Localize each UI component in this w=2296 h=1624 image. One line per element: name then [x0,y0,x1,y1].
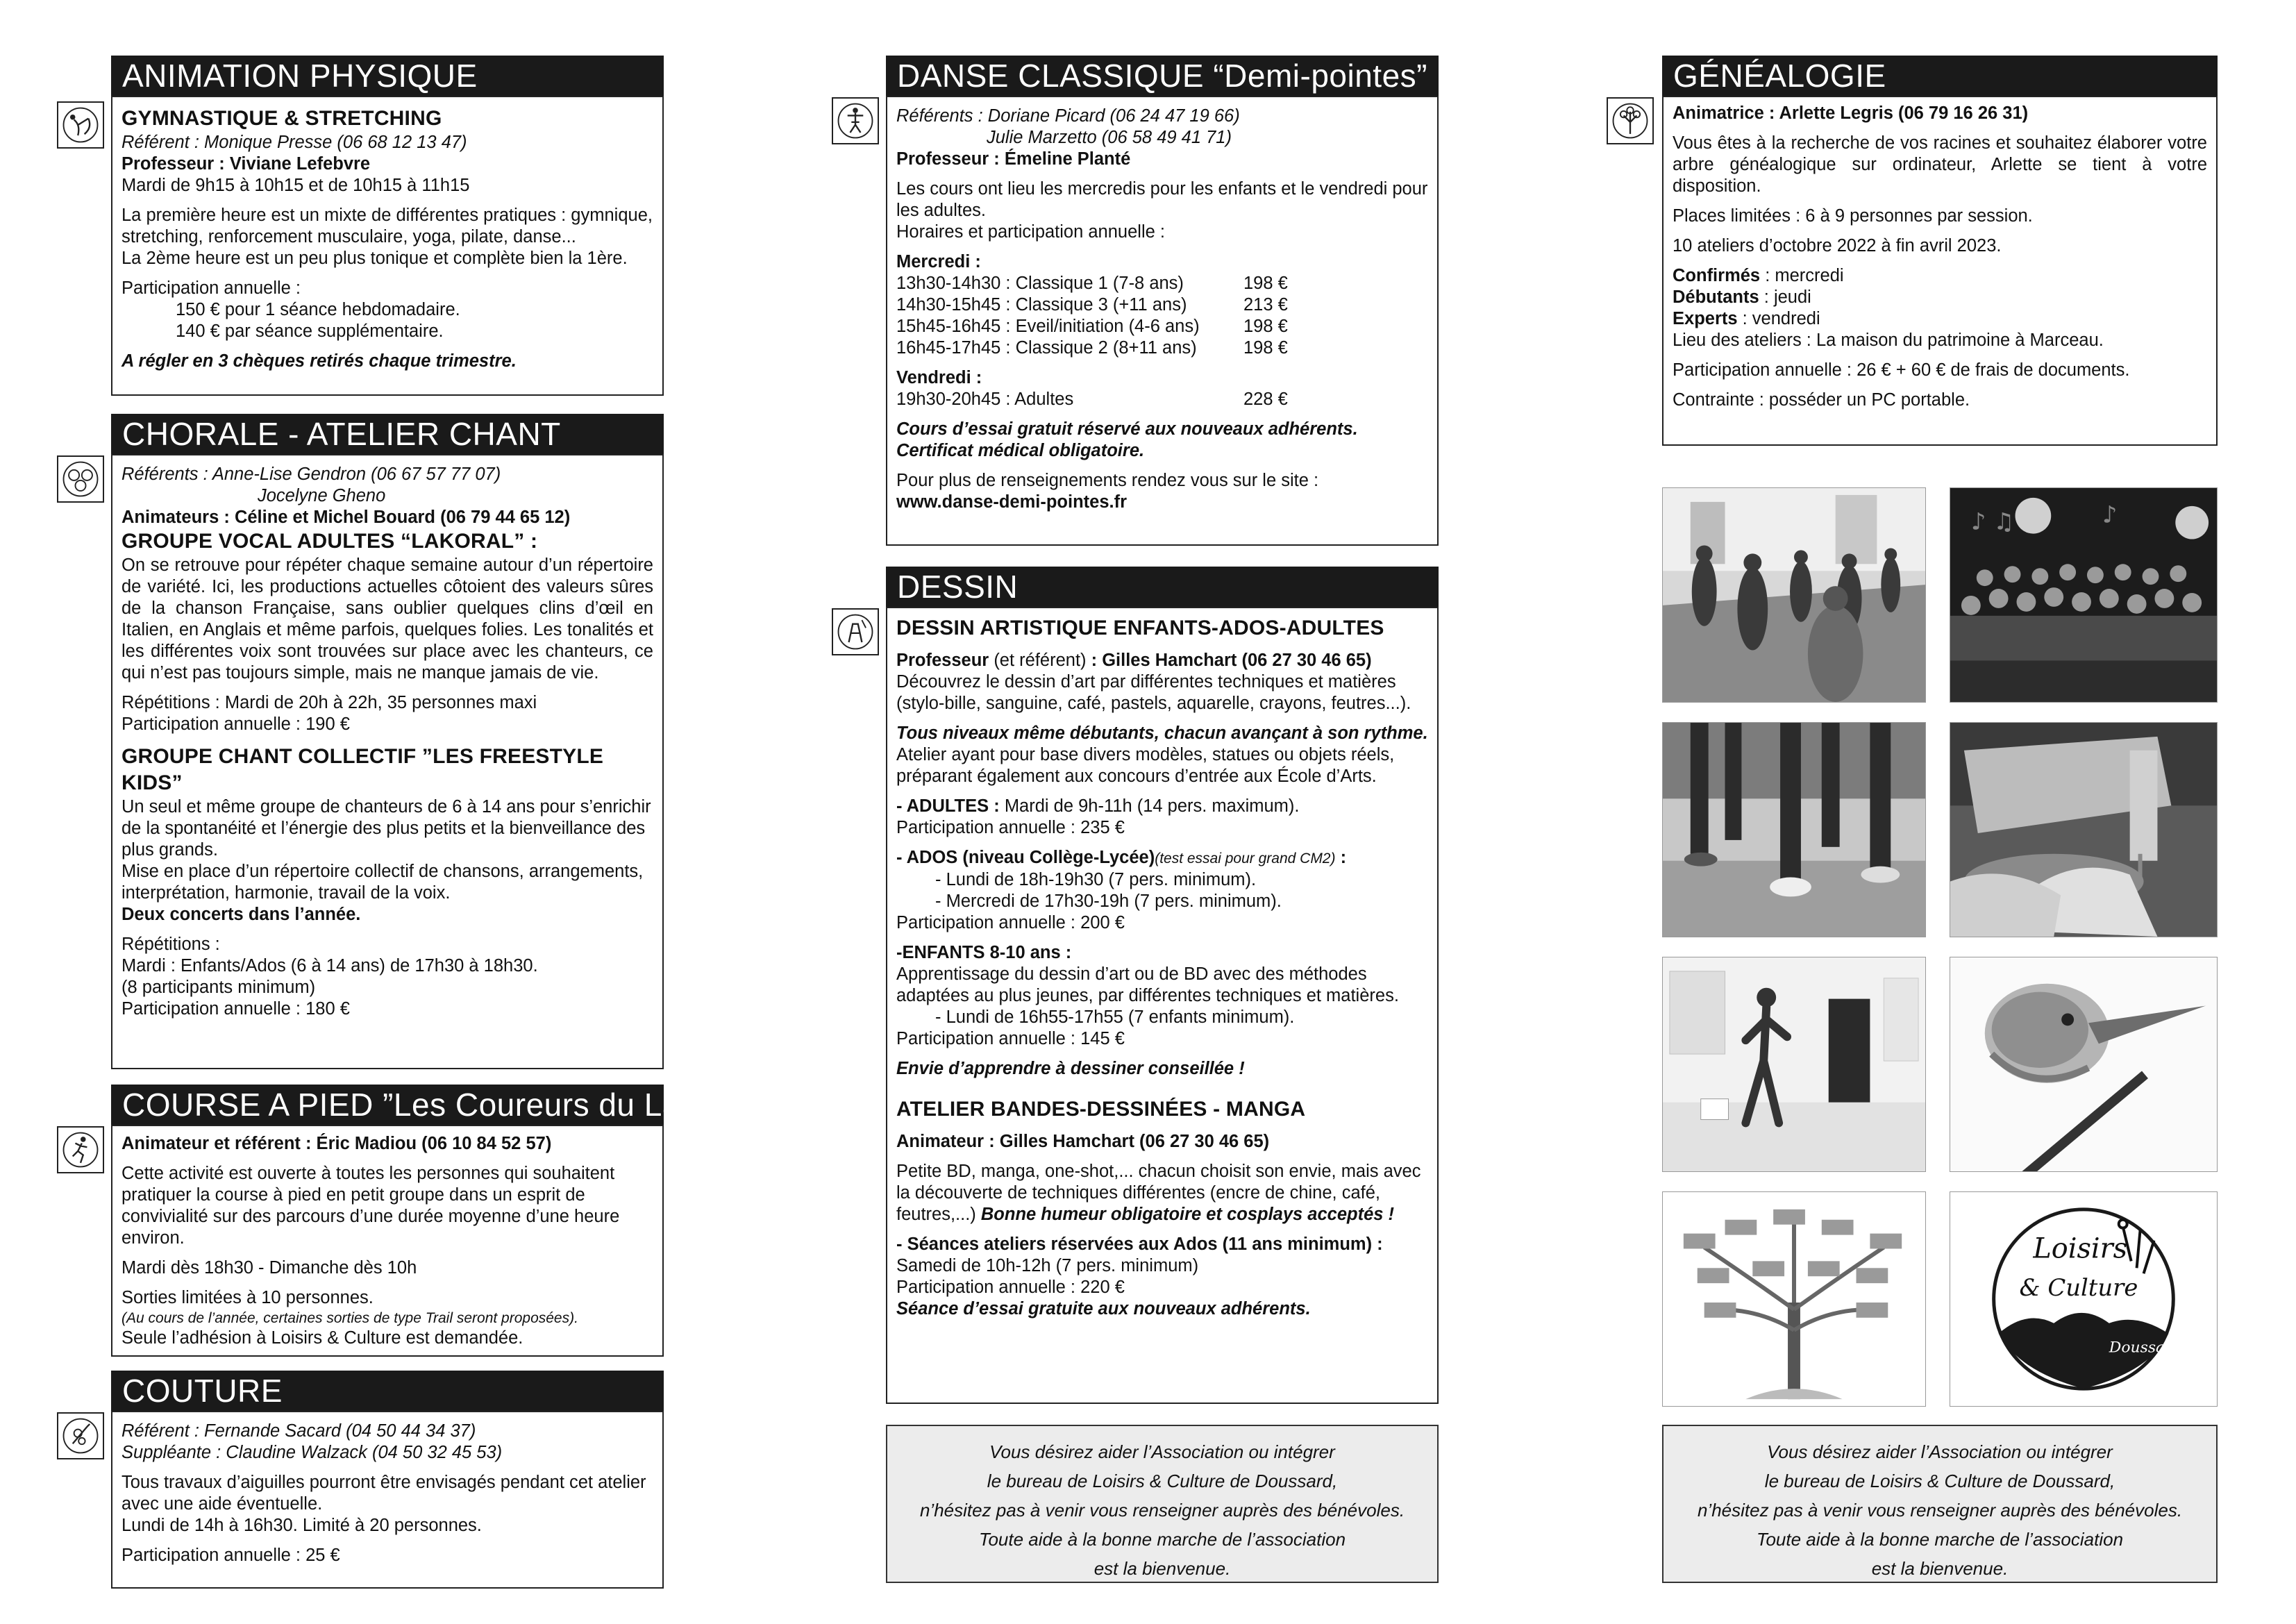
chorale-groupe2-min: (8 participants minimum) [121,978,316,997]
section-header-dessin: DESSIN [886,567,1439,607]
dessin-enfants1: - Lundi de 16h55-17h55 (7 enfants minimum). [935,1007,1295,1027]
animation-tarif1: 150 € pour 1 séance hebdomadaire. [176,300,460,319]
dessin-desc2: Atelier ayant pour base divers modèles, statues ou objets réels, préparant également aux concours d’entrée aux École d’Arts. [896,745,1395,786]
dessin-adultes-part: Participation annuelle : 235 € [896,818,1125,837]
dessin-bd-title: ATELIER BANDES-DESSINÉES - MANGA [896,1098,1306,1121]
chorale-groupe2-desc2: Mise en place d’un répertoire collectif de chansons, arrangements, interprétation, harmonie, travail de la voix. [121,862,644,903]
callout-line1: Vous désirez aider l’Association ou intégrer [989,1441,1335,1462]
danse-vendredi-label: Vendredi : [896,368,982,387]
animation-desc1: La première heure est un mixte de différentes pratiques : gymnique, stretching, renforcement musculaire, yoga, pilate, danse... [121,206,653,246]
animation-referent: Référent : Monique Presse (06 68 12 13 47) [121,133,467,152]
dessin-adultes-label: - ADULTES : [896,796,1000,816]
chorale-groupe2-title: GROUPE CHANT COLLECTIF ”LES FREESTYLE KIDS” [121,745,604,794]
danse-slot: 16h45-17h45 : Classique 2 (8+11 ans) [896,338,1197,358]
photo-choir-concert [1950,487,2218,703]
danse-price: 228 € [1243,390,1288,409]
genealogie-confirmes-label: Confirmés [1673,266,1761,285]
chorale-referents: Référents : Anne-Lise Gendron (06 67 57 77 07) [121,464,501,484]
danse-referents: Référents : Doriane Picard (06 24 47 19 66) [896,106,1240,126]
callout-line5: est la bienvenue. [1093,1558,1231,1579]
callout-right-line5: est la bienvenue. [1871,1558,2009,1579]
genealogie-desc: Vous êtes à la recherche de vos racines et souhaitez élaborer votre arbre généalogique sur ordinateur, Arlette se tient à votre disposition. [1673,133,2207,196]
logo-text-culture: & Culture [2019,1274,2138,1302]
animation-participation-label: Participation annuelle : [121,278,301,298]
couture-suppleante: Suppléante : Claudine Walzack (04 50 32 45 53) [121,1443,503,1462]
couture-horaires: Lundi de 14h à 16h30. Limité à 20 personnes. [121,1516,482,1535]
dessin-bd-humeur: Bonne humeur obligatoire et cosplays acceptés ! [975,1205,1395,1224]
dessin-ados-colon: : [1335,848,1347,867]
section-header-chorale: CHORALE - ATELIER CHANT [111,414,664,454]
course-sorties: Sorties limitées à 10 personnes. [121,1288,374,1307]
callout-right-line3: n’hésitez pas à venir vous renseigner auprès des bénévoles. [1697,1500,2183,1521]
dessin-adultes: Mardi de 9h-11h (14 pers. maximum). [999,796,1300,816]
danse-site-link[interactable]: www.danse-demi-pointes.fr [896,492,1128,512]
genealogie-content [1673,103,2207,411]
dessin-bd-note: Séance d’essai gratuite aux nouveaux adhérents. [896,1299,1311,1319]
photo-sewing-machine [1950,722,2218,937]
genealogie-experts-label: Experts [1673,309,1738,328]
danse-mercredi-row [896,273,1428,294]
dessin-ados-note: (test essai pour grand CM2) [1155,851,1336,867]
section-header-couture: COUTURE [111,1371,664,1411]
animation-content [121,106,653,372]
danse-price: 213 € [1243,295,1288,315]
dessin-bd-horaires: Samedi de 10h-12h (7 pers. minimum) [896,1256,1199,1275]
course-animateur: Animateur et référent : Éric Madiou (06 10 84 52 57) [121,1134,552,1153]
danse-content [896,106,1428,513]
genealogie-confirmes: : mercredi [1760,266,1844,285]
danse-mercredi-row [896,337,1428,359]
dessin-enfants-label: -ENFANTS 8-10 ans : [896,943,1072,962]
photo-bird-drawing [1950,957,2218,1172]
animation-tarif2: 140 € par séance supplémentaire. [176,321,444,341]
danse-vendredi-row [896,389,1428,410]
chorale-groupe2-part: Participation annuelle : 180 € [121,999,350,1019]
photo-runners [1662,722,1926,937]
genealogie-part: Participation annuelle : 26 € + 60 € de frais de documents. [1673,360,2130,380]
course-note: (Au cours de l’année, certaines sorties de type Trail seront proposées). [121,1310,578,1326]
genealogie-experts: : vendredi [1737,309,1820,328]
callout-right-line4: Toute aide à la bonne marche de l’association [1756,1529,2124,1550]
callout-right-line2: le bureau de Loisirs & Culture de Doussard, [1764,1471,2115,1491]
svg-text:♪ ♫: ♪ ♫ [1970,508,2015,535]
dessin-subtitle: DESSIN ARTISTIQUE ENFANTS-ADOS-ADULTES [896,617,1384,639]
dessin-desc: Découvrez le dessin d’art par différentes techniques et matières (stylo-bille, sanguine, café, pastels, aquarelle, crayons, feutres...). [896,672,1411,713]
volunteer-callout-right [1662,1425,2218,1583]
chorale-groupe2-concerts: Deux concerts dans l’année. [121,905,361,924]
danse-mercredi-label: Mercredi : [896,252,981,271]
ballet-icon [832,97,879,144]
danse-desc: Les cours ont lieu les mercredis pour les enfants et le vendredi pour les adultes. [896,179,1428,220]
dessin-prof-label: Professeur [896,651,989,670]
danse-referents2: Julie Marzetto (06 58 49 41 71) [987,128,1232,147]
animation-horaires: Mardi de 9h15 à 10h15 et de 10h15 à 11h15 [121,176,470,195]
animation-subtitle: GYMNASTIQUE & STRETCHING [121,107,442,130]
chorale-content [121,464,653,1020]
dessin-enfants-desc: Apprentissage du dessin d’art ou de BD avec des méthodes adaptées au plus jeunes, par différentes techniques et matières. [896,964,1399,1005]
animation-desc2: La 2ème heure est un peu plus tonique et complète bien la 1ère. [121,249,628,268]
drawing-icon [832,608,879,655]
gym-icon [57,101,104,149]
svg-text:♪: ♪ [2102,501,2118,528]
chorale-groupe2-desc: Un seul et même groupe de chanteurs de 6 à 14 ans pour s’enrichir de la spontanéité et l’énergie des plus petits et la bienveillance des plus grands. [121,797,651,860]
chorale-groupe2-rep-label: Répétitions : [121,935,220,954]
genealogie-lieu: Lieu des ateliers : La maison du patrimoine à Marceau. [1673,330,2104,350]
section-header-animation: ANIMATION PHYSIQUE [111,56,664,96]
genealogie-animatrice: Animatrice : Arlette Legris (06 79 16 26 31) [1673,103,2029,123]
callout-line2: le bureau de Loisirs & Culture de Doussard, [987,1471,1338,1491]
dessin-bd-seances: - Séances ateliers réservées aux Ados (11 ans minimum) : [896,1234,1383,1254]
couture-content [121,1421,653,1566]
callout-line3: n’hésitez pas à venir vous renseigner auprès des bénévoles. [919,1500,1405,1521]
volunteer-callout [886,1425,1439,1583]
course-desc: Cette activité est ouverte à toutes les personnes qui souhaitent pratiquer la course à pied en petit groupe dans un esprit de convivialité sur des parcours d’une durée moyenne d’une heure environ. [121,1164,620,1248]
chorale-groupe1-part: Participation annuelle : 190 € [121,714,350,734]
danse-slot: 19h30-20h45 : Adultes [896,390,1074,409]
couture-desc: Tous travaux d’aiguilles pourront être envisagés pendant cet atelier avec une aide éventuelle. [121,1473,646,1514]
course-content [121,1133,653,1349]
danse-note1: Cours d’essai gratuit réservé aux nouveaux adhérents. [896,419,1358,439]
danse-slot: 14h30-15h45 : Classique 3 (+11 ans) [896,295,1187,315]
photo-dance-studio [1662,957,1926,1172]
couture-part: Participation annuelle : 25 € [121,1546,340,1565]
danse-slot: 15h45-16h45 : Eveil/initiation (4-6 ans) [896,317,1200,336]
choir-icon [57,455,104,503]
dessin-ados1: - Lundi de 18h-19h30 (7 pers. minimum). [935,870,1257,889]
chorale-referents2: Jocelyne Gheno [258,486,386,505]
logo-text-doussard: Doussard [2109,1339,2182,1357]
section-header-course: COURSE A PIED ”Les Coureurs du Lac” [111,1085,664,1125]
chorale-groupe2-rep: Mardi : Enfants/Ados (6 à 14 ans) de 17h30 à 18h30. [121,956,538,976]
chorale-groupe1-rep: Répétitions : Mardi de 20h à 22h, 35 personnes maxi [121,693,537,712]
dessin-content [896,615,1428,1320]
dessin-envie: Envie d’apprendre à dessiner conseillée ! [896,1059,1245,1078]
section-header-danse: DANSE CLASSIQUE “Demi-pointes” [886,56,1439,96]
tree-icon [1607,97,1654,144]
runner-icon [57,1126,104,1173]
dessin-prof-mid: (et référent) [989,651,1091,670]
animation-professeur: Professeur : Viviane Lefebvre [121,154,371,174]
course-horaires: Mardi dès 18h30 - Dimanche dès 10h [121,1258,417,1278]
dessin-ados2: - Mercredi de 17h30-19h (7 pers. minimum). [935,891,1282,911]
danse-slot: 13h30-14h30 : Classique 1 (7-8 ans) [896,274,1184,293]
genealogie-ateliers: 10 ateliers d’octobre 2022 à fin avril 2023. [1673,236,2002,256]
dessin-ados-label: - ADOS (niveau Collège-Lycée) [896,848,1155,867]
photo-gym-class [1662,487,1926,703]
danse-site-label: Pour plus de renseignements rendez vous sur le site : [896,471,1319,490]
danse-price: 198 € [1243,317,1288,336]
section-header-genealogie: GÉNÉALOGIE [1662,56,2218,96]
genealogie-places: Places limitées : 6 à 9 personnes par session. [1673,206,2033,226]
dessin-prof-name: : Gilles Hamchart (06 27 30 46 65) [1091,651,1372,670]
dessin-bd-part: Participation annuelle : 220 € [896,1278,1125,1297]
dessin-ados-part: Participation annuelle : 200 € [896,913,1125,932]
danse-mercredi-row [896,316,1428,337]
dessin-bd-animateur: Animateur : Gilles Hamchart (06 27 30 46 65) [896,1132,1270,1151]
dessin-niveaux: Tous niveaux même débutants, chacun avançant à son rythme. [896,723,1428,743]
photo-family-tree [1662,1191,1926,1407]
course-adhesion: Seule l’adhésion à Loisirs & Culture est demandée. [121,1328,523,1348]
logo-text-loisirs: Loisirs [2033,1232,2128,1265]
dessin-enfants-part: Participation annuelle : 145 € [896,1029,1125,1048]
animation-note: A régler en 3 chèques retirés chaque trimestre. [121,351,517,371]
callout-line4: Toute aide à la bonne marche de l’association [978,1529,1346,1550]
danse-note2: Certificat médical obligatoire. [896,441,1145,460]
genealogie-debutants: : jeudi [1759,287,1811,307]
chorale-groupe1-title: GROUPE VOCAL ADULTES “LAKORAL” : [121,530,538,553]
dessin-bd-desc: Petite BD, manga, one-shot,... chacun choisit son envie, mais avec la découverte de techniques différentes (encre de chine, café, feutres,...) [896,1162,1421,1224]
danse-price: 198 € [1243,274,1288,293]
loisirs-culture-logo [1950,1191,2218,1407]
danse-price: 198 € [1243,338,1288,358]
genealogie-debutants-label: Débutants [1673,287,1759,307]
genealogie-contrainte: Contrainte : posséder un PC portable. [1673,390,1970,410]
danse-horaires-label: Horaires et participation annuelle : [896,222,1165,242]
danse-professeur: Professeur : Émeline Planté [896,149,1131,169]
sewing-icon [57,1412,104,1459]
chorale-groupe1-desc: On se retrouve pour répéter chaque semaine autour d’un répertoire de variété. Ici, les productions actuelles côtoient des valeurs sûres de la chanson Française, sans oublier quelques clins d’œil en Italien, en Anglais et même parfois, quelques folies. Les tonalités et les différentes voix sont trouvées sur place avec les chanteurs, ce qui n’est pas toujours simple, mais ne manque jamais de vie. [121,555,653,683]
couture-referente: Référent : Fernande Sacard (04 50 44 34 37) [121,1421,476,1441]
chorale-animateurs: Animateurs : Céline et Michel Bouard (06 79 44 65 12) [121,508,571,527]
danse-mercredi-row [896,294,1428,316]
callout-right-line1: Vous désirez aider l’Association ou intégrer [1767,1441,2113,1462]
